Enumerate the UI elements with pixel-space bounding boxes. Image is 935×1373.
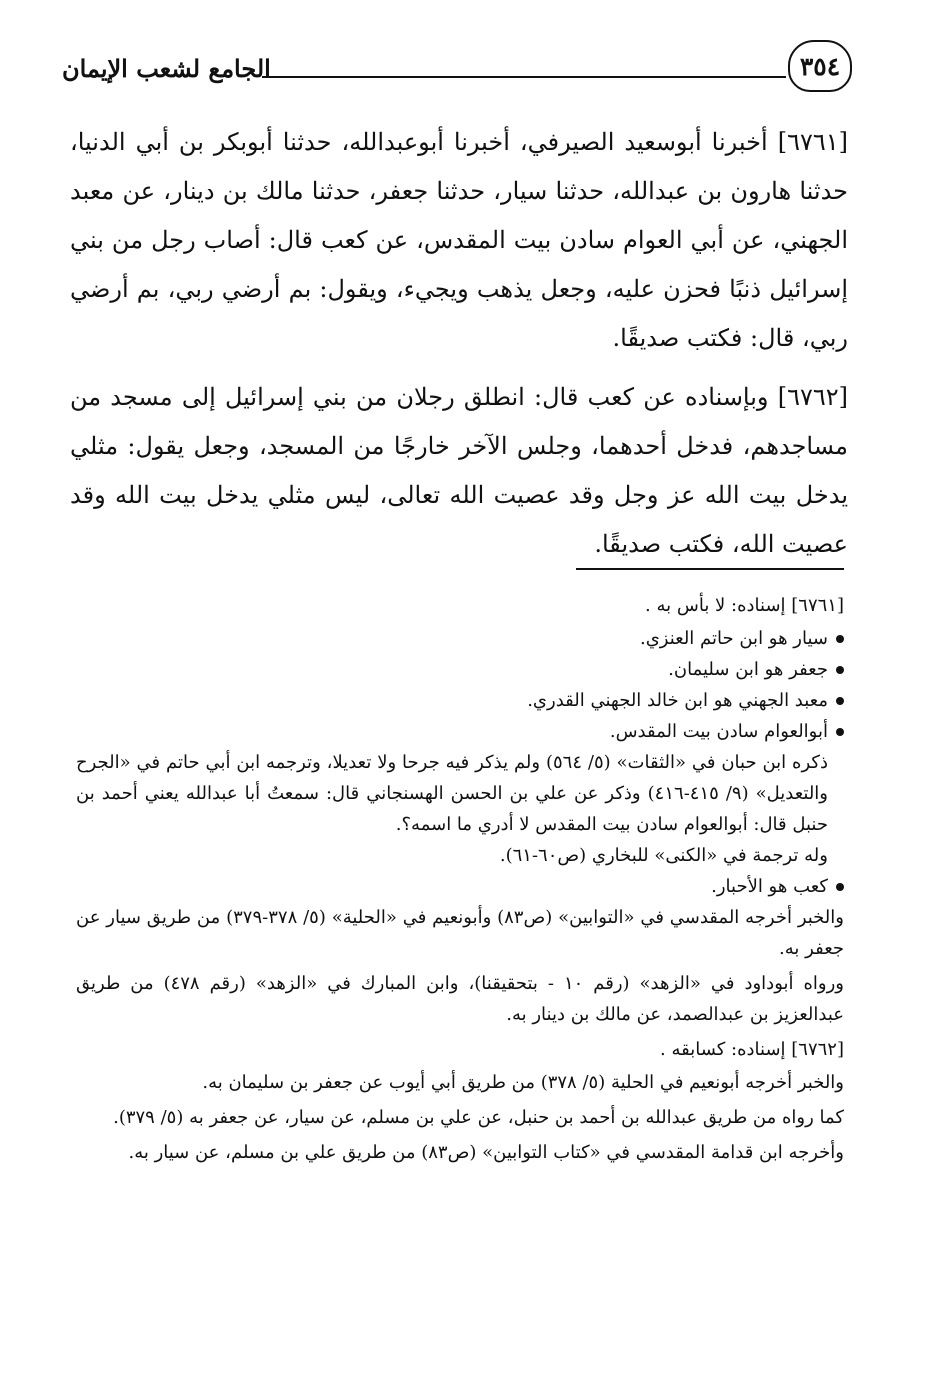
hadith-number: [٦٧٦٢] [777,383,848,411]
footnote-separator [576,568,844,570]
bullet-icon [836,697,844,705]
bullet-text: كعب هو الأحبار. [711,876,828,897]
footnote-takhrij: والخبر أخرجه المقدسي في «التوابين» (ص٨٣) وأبونعيم في «الحلية» (٥/ ٣٧٨-٣٧٩) من طريق سيار عن جعفر به. [76,907,844,959]
hadith-6762 [70,373,848,569]
main-text [70,118,848,579]
footnote-detail: وله ترجمة في «الكنى» للبخاري (ص٦٠-٦١). [499,845,828,866]
bullet-icon [836,883,844,891]
bullet-icon [836,666,844,674]
footnote-bullet [76,685,844,716]
bullet-icon [836,635,844,643]
hadith-6761 [70,118,848,363]
footnote-takhrij: وأخرجه ابن قدامة المقدسي في «كتاب التوابين» (ص٨٣) من طريق علي بن مسلم، عن سيار به. [128,1142,844,1163]
footnote-detail: ذكره ابن حبان في «الثقات» (٥/ ٥٦٤) ولم يذكر فيه جرحا ولا تعديلا، وترجمه ابن أبي حاتم في «الجرح والتعديل» (٩/ ٤١٥-٤١٦) وذكر عن علي بن الحسن الهسنجاني قال: سمعتُ أبا عبدالله يعني أحمد بن حنبل قال: أبوالعوام سادن بيت المقدس لا أدري ما اسمه؟. [76,752,828,835]
bullet-text: معبد الجهني هو ابن خالد الجهني القدري. [527,690,828,711]
bullet-text: جعفر هو ابن سليمان. [668,659,828,680]
footnotes [76,590,844,1172]
footnote-bullet [76,871,844,902]
footnote-takhrij: كما رواه من طريق عبدالله بن أحمد بن حنبل، عن علي بن مسلم، عن سيار، عن جعفر به (٥/ ٣٧٩). [113,1107,844,1128]
book-title: الجامع لشعب الإيمان [62,54,271,83]
footnote-bullet [76,654,844,685]
page-header [62,40,852,100]
bullet-text: أبوالعوام سادن بيت المقدس. [609,721,828,742]
hadith-number: [٦٧٦١] [777,128,848,156]
header-rule [262,76,786,78]
bullet-text: سيار هو ابن حاتم العنزي. [639,628,828,649]
footnote-6761-heading: [٦٧٦١] إسناده: لا بأس به . [645,595,844,616]
footnote-bullet [76,716,844,747]
page-number: ٣٥٤ [788,40,852,92]
hadith-text: وبإسناده عن كعب قال: انطلق رجلان من بني إسرائيل إلى مسجد من مساجدهم، فدخل أحدهما، وجلس الآخر خارجًا من المسجد، وجعل يقول: مثلي يدخل بيت الله عز وجل وقد عصيت الله تعالى، ليس مثلي يدخل بيت الله وقد عصيت الله، فكتب صديقًا. [70,383,848,558]
footnote-takhrij: ورواه أبوداود في «الزهد» (رقم ١٠ - بتحقيقنا)، وابن المبارك في «الزهد» (رقم ٤٧٨) من طريق عبدالعزيز بن عبدالصمد، عن مالك بن دينار به. [76,973,844,1025]
footnote-6762-heading: [٦٧٦٢] إسناده: كسابقه . [660,1039,844,1060]
hadith-text: أخبرنا أبوسعيد الصيرفي، أخبرنا أبوعبدالله، حدثنا أبوبكر بن أبي الدنيا، حدثنا هارون بن عبدالله، حدثنا سيار، حدثنا جعفر، حدثنا مالك بن دينار، عن معبد الجهني، عن أبي العوام سادن بيت المقدس، عن كعب قال: أصاب رجل من بني إسرائيل ذنبًا فحزن عليه، وجعل يذهب ويجيء، ويقول: بم أرضي ربي، بم أرضي ربي، قال: فكتب صديقًا. [70,128,849,352]
bullet-icon [836,728,844,736]
footnote-takhrij: والخبر أخرجه أبونعيم في الحلية (٥/ ٣٧٨) من طريق أبي أيوب عن جعفر بن سليمان به. [202,1072,844,1093]
footnote-bullet [76,623,844,654]
